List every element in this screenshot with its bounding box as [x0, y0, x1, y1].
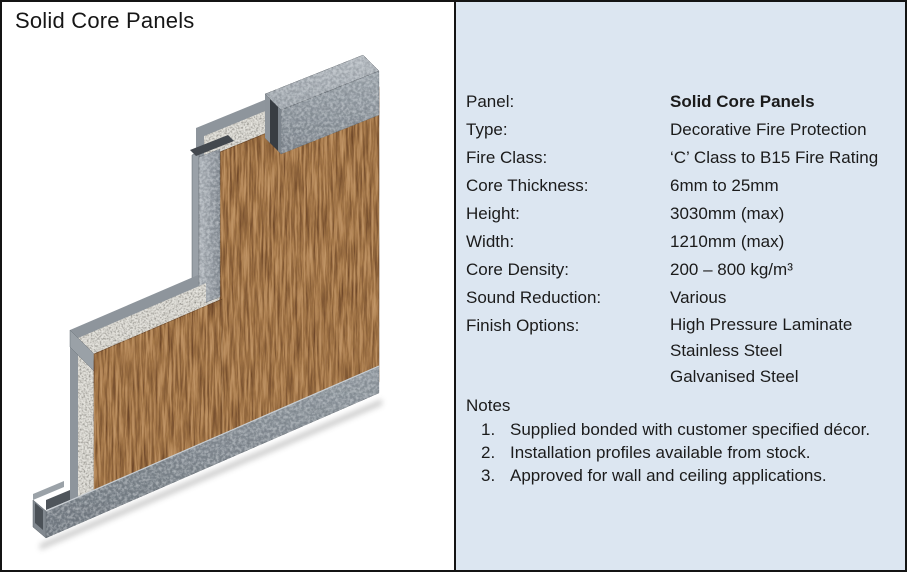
notes-heading: Notes: [466, 396, 511, 415]
top-cap-opening-back-lip: [265, 94, 270, 143]
spec-value: Various: [670, 288, 727, 307]
spec-label: Sound Reduction:: [466, 288, 602, 307]
spec-row-sound-reduction: [466, 284, 899, 312]
spec-label: Height:: [466, 204, 520, 223]
spec-label: Width:: [466, 232, 515, 251]
spec-row-panel: [466, 88, 899, 116]
spec-value: 200 – 800 kg/m³: [670, 260, 793, 279]
spec-label: Panel:: [466, 92, 515, 111]
spec-value: 3030mm (max): [670, 204, 785, 223]
panel-isometric-illustration: [2, 2, 454, 570]
spec-value: 1210mm (max): [670, 232, 785, 251]
note-text: Approved for wall and ceiling applications.: [510, 466, 827, 485]
spec-label: Core Thickness:: [466, 176, 589, 195]
note-item: [466, 464, 899, 487]
spec-label: Core Density:: [466, 260, 569, 279]
joint-profile-front-face: [199, 149, 220, 305]
illustration-pane: [2, 2, 454, 570]
note-text: Installation profiles available from stock.: [510, 443, 811, 462]
spec-label: Type:: [466, 120, 508, 139]
spec-value: ‘C’ Class to B15 Fire Rating: [670, 148, 879, 167]
spec-row-finish-options: [466, 312, 899, 390]
spec-row-fire-class: [466, 144, 899, 172]
spec-label: Fire Class:: [466, 148, 548, 167]
note-item: [466, 441, 899, 464]
spec-value: Decorative Fire Protection: [670, 120, 867, 139]
note-number: 3.: [481, 466, 496, 485]
spec-value: [670, 312, 899, 390]
note-number: 2.: [481, 443, 496, 462]
page-title: Solid Core Panels: [15, 8, 195, 33]
note-number: 1.: [481, 420, 496, 439]
finish-option: High Pressure Laminate: [670, 315, 853, 334]
spec-row-height: [466, 200, 899, 228]
spec-row-core-thickness: [466, 172, 899, 200]
spec-row-type: [466, 116, 899, 144]
spec-label: Finish Options:: [466, 316, 580, 335]
note-item: [466, 418, 899, 441]
spec-row-core-density: [466, 256, 899, 284]
top-cap-opening-front-lip: [278, 107, 281, 154]
finish-option: Stainless Steel: [670, 341, 783, 360]
finish-option: Galvanised Steel: [670, 367, 799, 386]
spec-row-width: [466, 228, 899, 256]
spec-panel: [454, 2, 905, 570]
spec-value: Solid Core Panels: [670, 92, 815, 111]
note-text: Supplied bonded with customer specified décor.: [510, 420, 871, 439]
spec-value: 6mm to 25mm: [670, 176, 779, 195]
